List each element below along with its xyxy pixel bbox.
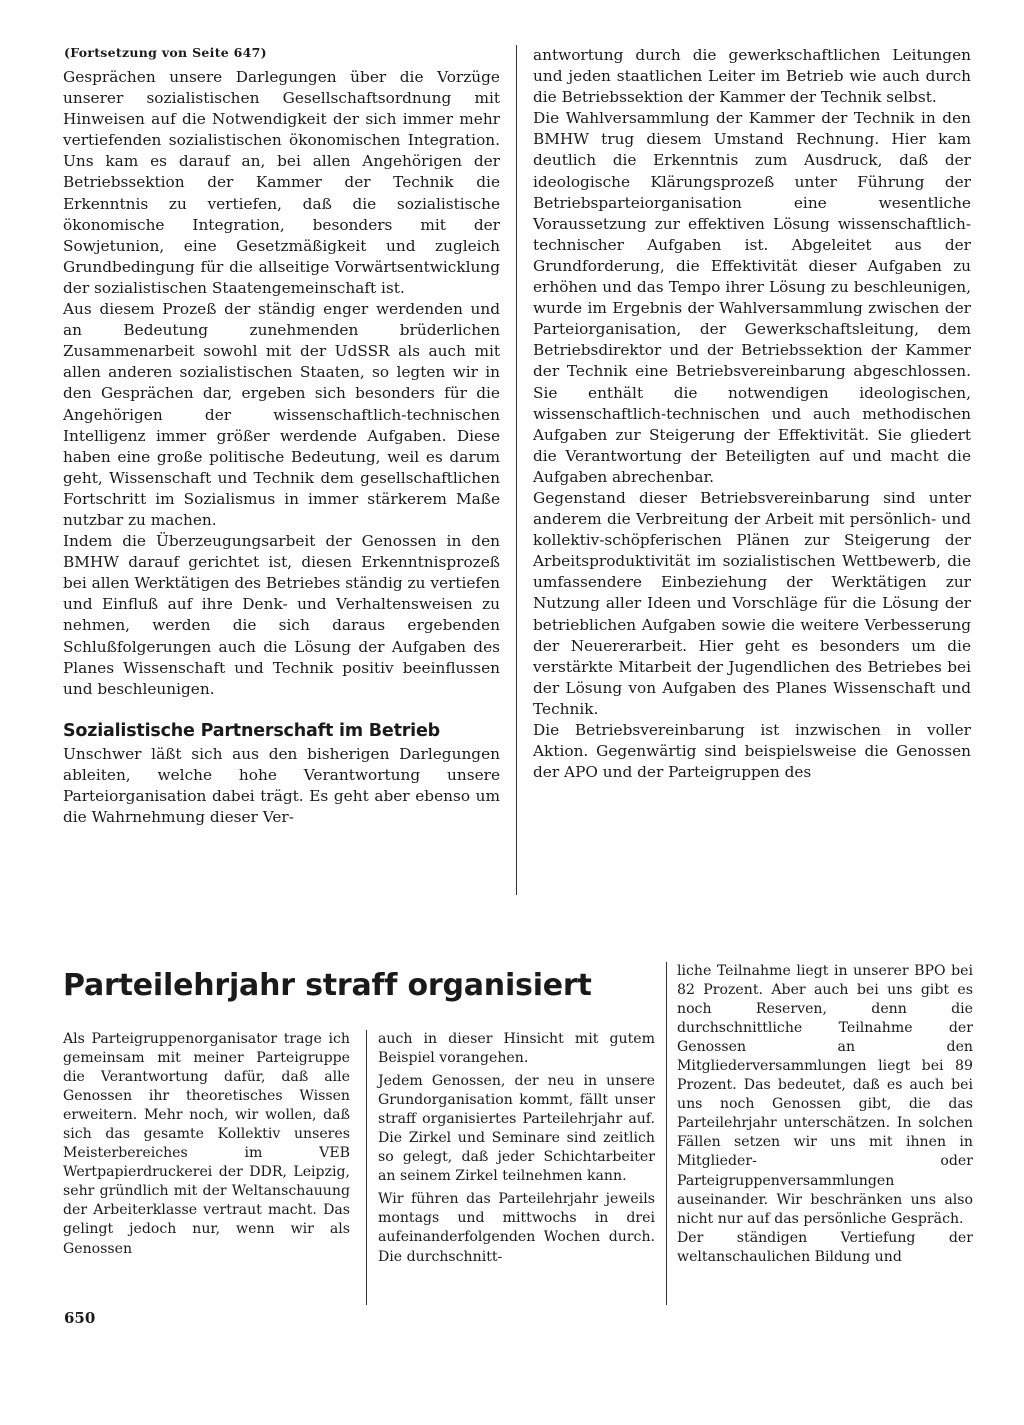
column-divider [366, 1030, 367, 1305]
article1-col1-paragraph: Aus diesem Prozeß der ständig enger werdenden und an Bedeutung zunehmenden brüderlichen Zusammenarbeit sowohl mit der UdSSR als auch mit allen anderen sozialistischen Staaten, so legten wir in den Gesprächen dar, ergeben sich besonders für die Angehörigen der wissenschaftlich-technischen Intelligenz immer größer werdende Aufgaben. Diese haben eine große politische Bedeutung, weil es darum geht, Wissenschaft und Technik dem gesellschaftlichen Fortschritt im Sozialismus in immer stärkerem Maße nutzbar zu machen. [63, 300, 500, 529]
article2-col2-paragraph: Jedem Genossen, der neu in unsere Grundorganisation kommt, fällt unser straff organisiertes Parteilehrjahr auf. Die Zirkel und Seminare sind zeitlich so gelegt, daß jeder Schichtarbeiter an seinem Zirkel teilnehmen kann. [378, 1073, 655, 1185]
column-divider [516, 45, 517, 895]
article1-column-1 [63, 67, 500, 828]
article2-col2-paragraph: Wir führen das Parteilehrjahr jeweils montags und mittwochs in drei aufeinanderfolgenden Wochen durch. Die durchschnitt- [378, 1191, 655, 1265]
article1-col1-paragraph: Gesprächen unsere Darlegungen über die Vorzüge unserer sozialistischen Gesellschaftsordnung mit Hinweisen auf die Notwendigkeit der sich immer mehr vertiefenden sozialistischen ökonomischen Integration. Uns kam es darauf an, bei allen Angehörigen der Betriebssektion der Kammer der Technik die Erkenntnis zu vertiefen, daß die sozialistische ökonomische Integration, besonders mit der Sowjetunion, eine Gesetzmäßigkeit und zugleich Grundbedingung für die allseitige Vorwärtsentwicklung der sozialistischen Staatengemeinschaft ist. [63, 68, 500, 297]
article2-column-3 [677, 962, 973, 1267]
column-divider [666, 962, 667, 1305]
article2-col2-paragraph: auch in dieser Hinsicht mit gutem Beispiel vorangehen. [378, 1031, 655, 1067]
article2-col3-paragraph: liche Teilnahme liegt in unserer BPO bei 82 Prozent. Aber auch bei uns gibt es noch Reserven, denn die durchschnittliche Teilnahme der Genossen an den Mitgliederversammlungen liegt bei 89 Prozent. Das bedeutet, daß es auch bei uns noch Genossen gibt, die das Parteilehrjahr unterschätzen. In solchen Fällen setzen wir uns mit ihnen in Mitglieder- oder Parteigruppenversammlungen auseinander. Wir beschränken uns also nicht nur auf das persönliche Gespräch. [677, 963, 973, 1227]
article2-column-1 [63, 1030, 350, 1259]
page-number: 650 [64, 1309, 96, 1327]
article1-col2-paragraph: Gegenstand dieser Betriebsvereinbarung sind unter anderem die Verbreitung der Arbeit mit persönlich- und kollektiv-schöpferischen Plänen zur Steigerung der Arbeitsproduktivität im sozialistischen Wettbewerb, die umfassendere Einbeziehung der Werktätigen zur Nutzung aller Ideen und Vorschläge für die Lösung der betrieblichen Aufgaben sowie die weitere Verbesserung der Neuererarbeit. Hier geht es besonders um die verstärkte Mitarbeit der Jugendlichen des Betriebes bei der Lösung von Aufgaben des Planes Wissenschaft und Technik. [533, 488, 971, 718]
article1-col2-paragraph: antwortung durch die gewerkschaftlichen Leitungen und jeden staatlichen Leiter im Betrieb wie auch durch die Betriebssektion der Kammer der Technik selbst. [533, 46, 971, 107]
article1-col2-paragraph: Die Wahlversammlung der Kammer der Technik in den BMHW trug diesem Umstand Rechnung. Hier kam deutlich die Erkenntnis zum Ausdruck, daß der ideologische Klärungsprozeß unter Führung der Betriebsparteiorganisation eine wesentliche Voraussetzung zur effektiven Lösung wissenschaftlich-technischer Aufgaben ist. Abgeleitet aus der Grundforderung, die Effektivität dieser Aufgaben zu erhöhen und das Tempo ihrer Lösung zu beschleunigen, wurde im Ergebnis der Wahlversammlung zwischen der Parteiorganisation, der Gewerkschaftsleitung, dem Betriebsdirektor und der Betriebssektion der Kammer der Technik eine Betriebsvereinbarung abgeschlossen. Sie enthält die notwendigen ideologischen, wissenschaftlich-technischen und auch methodischen Aufgaben zur Steigerung der Effektivität. Sie gliedert die Verantwortung der Beteiligten auf und macht die Aufgaben abrechenbar. [533, 109, 971, 486]
article1-subheading: Sozialistische Partnerschaft im Betrieb [63, 720, 440, 741]
article1-col2-paragraph: Die Betriebsvereinbarung ist inzwischen in voller Aktion. Gegenwärtig sind beispielsweise die Genossen der APO und der Parteigruppen des [533, 721, 971, 782]
article2-col3-paragraph: Der ständigen Vertiefung der weltanschaulichen Bildung und [677, 1229, 973, 1265]
article1-col1-paragraph: Indem die Überzeugungsarbeit der Genossen in den BMHW darauf gerichtet ist, diesen Erkenntnisprozeß bei allen Werktätigen des Betriebes ständig zu vertiefen und Einfluß auf ihre Denk- und Verhaltensweisen zu nehmen, werden die sich daraus ergebenden Schlußfolgerungen auch die Lösung der Aufgaben des Planes Wissenschaft und Technik positiv beeinflussen und beschleunigen. [63, 532, 500, 698]
article2-col1-paragraph: Als Parteigruppenorganisator trage ich gemeinsam mit meiner Parteigruppe die Verantwortung dafür, daß alle Genossen ihr theoretisches Wissen erweitern. Mehr noch, wir wollen, daß sich das gesamte Kollektiv unseres Meisterbereiches im VEB Wertpapierdruckerei der DDR, Leipzig, sehr gründlich mit der Weltanschauung der Arbeiterklasse vertraut macht. Das gelingt jedoch nur, wenn wir als Genossen [63, 1031, 350, 1257]
article1-column-2 [533, 45, 971, 783]
continuation-note: (Fortsetzung von Seite 647) [64, 45, 267, 60]
article2-column-2 [378, 1030, 655, 1267]
article2-title: Parteilehrjahr straff organisiert [63, 968, 592, 1003]
article1-col1-paragraph: Unschwer läßt sich aus den bisherigen Darlegungen ableiten, welche hohe Verantwortung unsere Parteiorganisation dabei trägt. Es geht aber ebenso um die Wahrnehmung dieser Ver- [63, 744, 500, 827]
